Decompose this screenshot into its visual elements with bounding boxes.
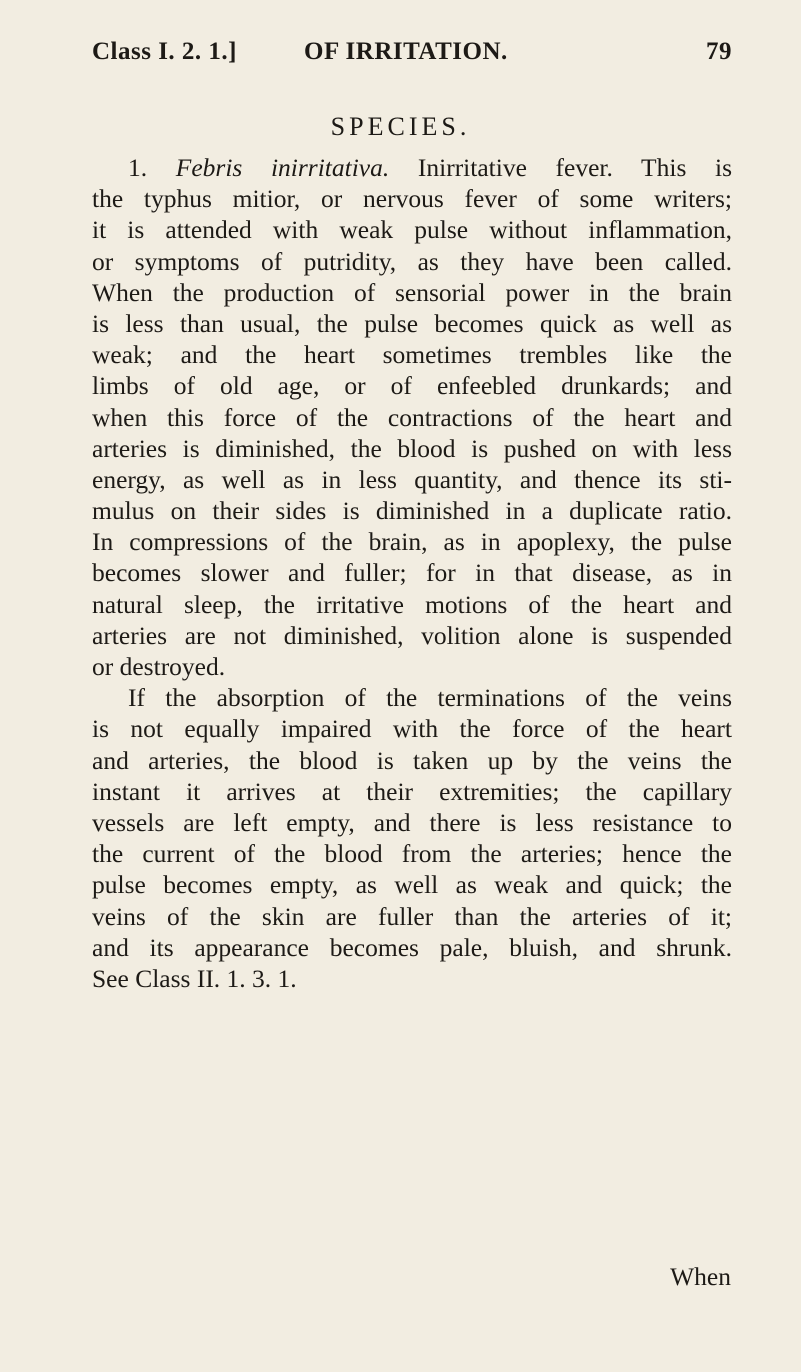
text-line: limbs of old age, or of enfeebled drunkards; and: [92, 371, 732, 401]
species-latin-name: Febris inirritativa.: [175, 153, 390, 182]
species-description: Inirritative fever. This is: [389, 153, 732, 182]
text-line: natural sleep, the irritative motions of the heart and: [92, 589, 732, 619]
text-line: energy, as well as in less quantity, and thence its sti-: [92, 464, 732, 494]
page-number: 79: [706, 38, 732, 65]
text-line: pulse becomes empty, as well as weak and quick; the: [92, 870, 732, 900]
text-line: instant it arrives at their extremities; the capillary: [92, 776, 732, 806]
text-line: or destroyed.: [92, 652, 226, 681]
catchword: When: [670, 1262, 731, 1291]
text-line: In compressions of the brain, as in apoplexy, the pulse: [92, 527, 732, 557]
body-text: [92, 152, 732, 994]
text-line: When the production of sensorial power in the brain: [92, 277, 732, 307]
text-line: or symptoms of putridity, as they have been called.: [92, 246, 732, 276]
text-line: it is attended with weak pulse without inflammation,: [92, 215, 732, 245]
section-heading: SPECIES.: [330, 112, 471, 141]
text-line: and its appearance becomes pale, bluish, and shrunk.: [92, 932, 732, 962]
species-number: 1.: [128, 153, 176, 182]
running-head-title: OF IRRITATION.: [304, 38, 508, 65]
text-line: and arteries, the blood is taken up by the veins the: [92, 745, 732, 775]
text-line: when this force of the contractions of the heart and: [92, 402, 732, 432]
text-line: vessels are left empty, and there is less resistance to: [92, 807, 732, 837]
text-line: See Class II. 1. 3. 1.: [92, 963, 297, 993]
text-line: the current of the blood from the arteries; hence the: [92, 839, 732, 869]
text-line: the typhus mitior, or nervous fever of some writers;: [92, 184, 732, 214]
text-line: If the absorption of the terminations of the veins: [128, 683, 732, 713]
text-line: mulus on their sides is diminished in a duplicate ratio.: [92, 496, 732, 526]
text-line: arteries are not diminished, volition alone is suspended: [92, 620, 732, 650]
text-line: becomes slower and fuller; for in that disease, as in: [92, 558, 732, 588]
text-line: is not equally impaired with the force of the heart: [92, 714, 732, 744]
text-line: is less than usual, the pulse becomes quick as well as: [92, 308, 732, 338]
running-head-class-reference: Class I. 2. 1.]: [92, 38, 238, 65]
running-head: [92, 38, 732, 72]
text-line: veins of the skin are fuller than the arteries of it;: [92, 901, 732, 931]
text-line: arteries is diminished, the blood is pushed on with less: [92, 433, 732, 463]
text-line: [92, 152, 732, 183]
text-line: weak; and the heart sometimes trembles like the: [92, 340, 732, 370]
